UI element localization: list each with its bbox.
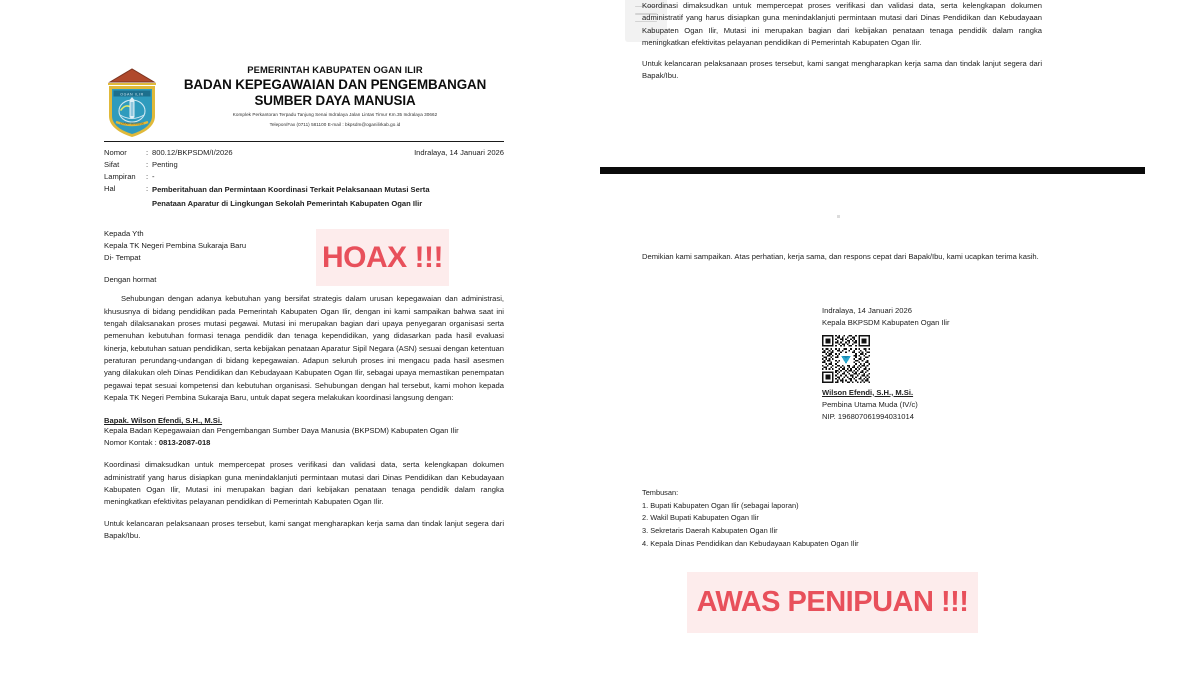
meta-colon-hal: : [146, 183, 149, 193]
tembusan-item: 2. Wakil Bupati Kabupaten Ogan Ilir [642, 513, 759, 523]
meta-row-lampiran [104, 171, 504, 183]
signatory-name: Wilson Efendi, S.H., M.Si. [822, 387, 914, 397]
signature-place-date: Indralaya, 14 Januari 2026 [822, 306, 912, 315]
meta-value-hal-line-2: Penataan Aparatur di Lingkungan Sekolah Pemerintah Kabupaten Ogan Ilir [152, 199, 423, 208]
page-2-top-text [642, 0, 1042, 83]
tembusan-label: Tembusan: [642, 488, 679, 497]
signatory-nip: NIP. 196807061994031014 [822, 412, 914, 422]
contact-person-name: Bapak. Wilson Efendi, S.H., M.Si. [104, 416, 223, 426]
contact-person-role: Kepala Badan Kepegawaian dan Pengembangan Sumber Daya Manusia (BKPSDM) Kabupaten Ogan Ilir [104, 426, 459, 436]
addressee-line-1: Kepada Yth [104, 229, 144, 239]
contact-person-phone [104, 437, 504, 450]
meta-value-lampiran: - [152, 171, 155, 181]
letterhead-line-3: SUMBER DAYA MANUSIA [254, 92, 416, 108]
salutation: Dengan hormat [104, 275, 157, 285]
meta-colon-nomor: : [146, 148, 149, 157]
letterhead-line-2: BADAN KEPEGAWAIAN DAN PENGEMBANGAN [183, 76, 487, 92]
contact-phone-value: 0813-2087-018 [158, 438, 211, 448]
signatory-rank: Pembina Utama Muda (IV/c) [822, 399, 918, 409]
letterhead-text [166, 62, 504, 129]
letterhead-divider [104, 141, 504, 142]
meta-value-sifat: Penting [152, 159, 178, 169]
page-break-black-bar [600, 167, 1145, 174]
meta-colon-lampiran: : [146, 171, 149, 181]
meta-label-lampiran: Lampiran [104, 171, 136, 181]
tembusan-block [642, 487, 859, 551]
tembusan-item: 3. Sekretaris Daerah Kabupaten Ogan Ilir [642, 526, 778, 536]
letterhead-address-line-2: Telepon/Fax (0711) 581100 E-mail : bkpsdm@oganilirkab.go.id [269, 122, 401, 128]
svg-text:CARAM SEGUGUK: CARAM SEGUGUK [120, 122, 144, 126]
meta-label-nomor: Nomor [104, 148, 127, 157]
letter-meta-block [104, 147, 504, 211]
tembusan-item: 1. Bupati Kabupaten Ogan Ilir (sebagai laporan) [642, 500, 799, 510]
body-paragraph-2: Koordinasi dimaksudkan untuk mempercepat proses verifikasi dan validasi data, serta kelengkapan dokumen administratif yang harus disiapkan guna menindaklanjuti permintaan mutasi dari Dinas Pendidikan dan Kebudayaan Kabupaten Ogan Ilir, Mutasi ini merupakan bagian dari kebijakan penataan tenaga pendidik dalam rangka meningkatkan efektivitas pelayanan pendidikan di Pemerintah Kabupaten Ogan Ilir. [104, 460, 504, 507]
ogan-ilir-coat-of-arms-icon [104, 66, 160, 138]
signature-title: Kepala BKPSDM Kabupaten Ogan Ilir [822, 318, 950, 328]
closing-paragraph: Demikian kami sampaikan. Atas perhatian, kerja sama, dan respons cepat dari Bapak/Ibu, kami ucapkan terima kasih. [642, 252, 1039, 261]
meta-value-hal [152, 183, 504, 211]
letterhead [104, 62, 504, 138]
awas-penipuan-warning-stamp: AWAS PENIPUAN !!! [687, 572, 978, 633]
scan-artifact-dot [837, 215, 840, 218]
addressee-line-2: Kepala TK Negeri Pembina Sukaraja Baru [104, 241, 247, 251]
meta-value-hal-line-1: Pemberitahuan dan Permintaan Koordinasi Terkait Pelaksanaan Mutasi Serta [152, 184, 430, 194]
meta-row-hal [104, 183, 504, 211]
meta-label-hal: Hal [104, 183, 116, 193]
page-2-paragraph-2: Untuk kelancaran pelaksanaan proses tersebut, kami sangat mengharapkan kerja sama dan tindak lanjut segera dari Bapak/Ibu. [642, 59, 1042, 81]
letter-document-body [104, 62, 504, 542]
meta-value-nomor: 800.12/BKPSDM/I/2026 [152, 148, 233, 157]
letterhead-address-line-1: Komplek Perkantoran Terpadu Tanjung Senai Indralaya Jalan Lintas Timur Km.35 Indralaya 30662 [232, 112, 438, 118]
body-paragraph-3: Untuk kelancaran pelaksanaan proses tersebut, kami sangat mengharapkan kerja sama dan tindak lanjut segera dari Bapak/Ibu. [104, 518, 504, 540]
letter-place-date: Indralaya, 14 Januari 2026 [414, 148, 504, 157]
addressee-line-3: Di- Tempat [104, 253, 141, 263]
qr-code-icon [822, 335, 870, 383]
signature-block [822, 305, 949, 423]
svg-text:OGAN ILIR: OGAN ILIR [120, 92, 144, 97]
meta-colon-sifat: : [146, 159, 149, 169]
hoax-warning-stamp: HOAX !!! [316, 229, 449, 286]
meta-label-sifat: Sifat [104, 159, 120, 169]
body-paragraph-1: Sehubungan dengan adanya kebutuhan yang bersifat strategis dalam urusan kepegawaian dan administrasi, khususnya di bidang pendidikan pada Pemerintah Kabupaten Ogan Ilir, dengan ini kami sampaikan bahwa saat ini tengah dilaksanakan proses mutasi pegawai. Mutasi ini merupakan bagian dari upaya penyegaran organisasi serta pemenuhan kebutuhan formasi tenaga pendidik dan tenaga kependidikan, yang didasarkan pada hasil evaluasi kinerja, kebutuhan satuan pendidikan, serta kebijakan penataan Aparatur Sipil Negara (ASN) sesuai dengan ketentuan peraturan perundang-undangan di bidang kepegawaian. Adapun seluruh proses ini mengacu pada hasil asesmen yang dilakukan oleh Dinas Pendidikan dan Kebudayaan Kabupaten Ogan Ilir, sebagai upaya memastikan penempatan pegawai tepat sesuai kompetensi dan kebutuhan organisasi. Sehubungan dengan hal tersebut, kami mohon kepada Kepala TK Negeri Pembina Sukaraja Baru, untuk dapat segera melakukan koordinasi langsung dengan: [104, 294, 504, 402]
letterhead-line-1: PEMERINTAH KABUPATEN OGAN ILIR [247, 64, 423, 75]
contact-phone-label: Nomor Kontak : [104, 438, 159, 448]
meta-row-sifat [104, 159, 504, 171]
tembusan-item: 4. Kepala Dinas Pendidikan dan Kebudayaan Kabupaten Ogan Ilir [642, 538, 859, 548]
page-2-paragraph-1: Koordinasi dimaksudkan untuk mempercepat proses verifikasi dan validasi data, serta kelengkapan dokumen administratif yang harus disiapkan guna menindaklanjuti permintaan mutasi dari Dinas Pendidikan dan Kebudayaan Kabupaten Ogan Ilir, Mutasi ini merupakan bagian dari kebijakan penataan tenaga pendidik dalam rangka meningkatkan efektivitas pelayanan pendidikan di Pemerintah Kabupaten Ogan Ilir. [642, 1, 1042, 47]
